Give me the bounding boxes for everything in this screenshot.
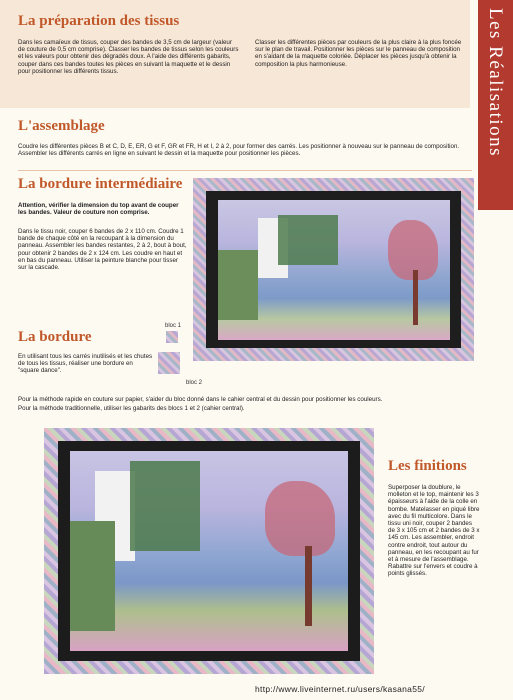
prep-heading: La préparation des tissus: [18, 13, 180, 29]
bordure-text: En utilisant tous les carrés inutilisés et les chutes de tous les tissus, réaliser une bordure en "square dance".: [18, 353, 153, 375]
bloc1-label: bloc 1: [165, 323, 182, 329]
assemblage-text: Coudre les différentes pièces B et C, D, E, ER, G et F, GR et FR, H et I, 2 à 2, pour former des carrés. Les positionner à nouveau sur le panneau de composition. Assembler les différents carrés en ligne en suivant le dessin et la maquette pour positionner les pièces.: [18, 143, 460, 158]
bordure-inter-text: Dans le tissu noir, couper 6 bandes de 2 x 110 cm. Coudre 1 bande de chaque côté en la recoupant à la dimension du panneau. Assembler les bandes restantes, 2 à 2, bout à bout, pour obtenir 2 bandes de 2 x 124 cm. Les coudre en haut et en bas du panneau. Utiliser la peinture blanche pour tisser sur la cascade.: [18, 228, 187, 272]
small-quilt-landscape: [218, 200, 450, 340]
large-tree-shape: [265, 481, 335, 556]
bloc2-swatch: [158, 352, 180, 374]
footer-url[interactable]: http://www.liveinternet.ru/users/kasana55/: [255, 684, 425, 694]
prep-text-col2: Classer les différentes pièces par couleurs de la plus claire à la plus foncée sur le plan de travail. Positionner les pièces sur le panneau de composition en s'aidant de la maquette coloriée. Déplacer les pièces jusqu'à obtenir la composition la plus harmonieuse.: [255, 39, 462, 68]
methode-traditionnelle: Pour la méthode traditionnelle, utiliser les gabarits des blocs 1 et 2 (cahier central).: [18, 405, 245, 412]
finitions-text: Superposer la doublure, le molleton et le top, maintenir les 3 épaisseurs à l'aide de la colle en bombe. Matelasser en piqué libre avec du fil multicolore. Dans le tissu uni noir, couper 2 bandes de 3 x 105 cm et 2 bandes de 3 x 145 cm. Les assembler, endroit contre endroit, tout autour du panneau, en les recoupant au fur et à mesure de l'assemblage. Rabattre sur l'envers et coudre à points glissés.: [388, 484, 480, 578]
large-hill-shape: [130, 461, 200, 551]
assemblage-heading: L'assemblage: [18, 118, 105, 134]
large-trunk-shape: [305, 546, 312, 626]
bloc2-label: bloc 2: [186, 380, 203, 386]
large-cliff-shape: [70, 521, 115, 631]
hill-shape: [278, 215, 338, 265]
trunk-shape: [413, 270, 418, 325]
bordure-inter-warning: Attention, vérifier la dimension du top avant de couper les bandes. Valeur de couture non comprise.: [18, 202, 179, 217]
divider: [18, 170, 472, 171]
finitions-heading: Les finitions: [388, 458, 467, 474]
cliff-shape: [218, 250, 258, 320]
bordure-inter-heading: La bordure intermédiaire: [18, 176, 183, 192]
methode-rapide: Pour la méthode rapide en couture sur papier, s'aider du bloc donné dans le cahier central et du dessin pour positionner les couleurs.: [18, 396, 383, 403]
section-sidebar: [478, 0, 513, 210]
prep-text-col1: Dans les camaïeux de tissus, couper des bandes de 3,5 cm de largeur (valeur de couture de 0,5 cm comprise). Classer les bandes de tissus selon les couleurs et les valeurs pour obtenir des dégradés doux. A l'aide des différents gabarits, couper dans ces bandes toutes les pièces en suivant la maquette et le dessin pour positionner les différents tissus.: [18, 39, 239, 75]
sidebar-title: Les Réalisations: [485, 8, 506, 158]
bordure-heading: La bordure: [18, 329, 92, 345]
large-quilt-landscape: [70, 451, 348, 651]
bloc1-swatch: [166, 331, 178, 343]
